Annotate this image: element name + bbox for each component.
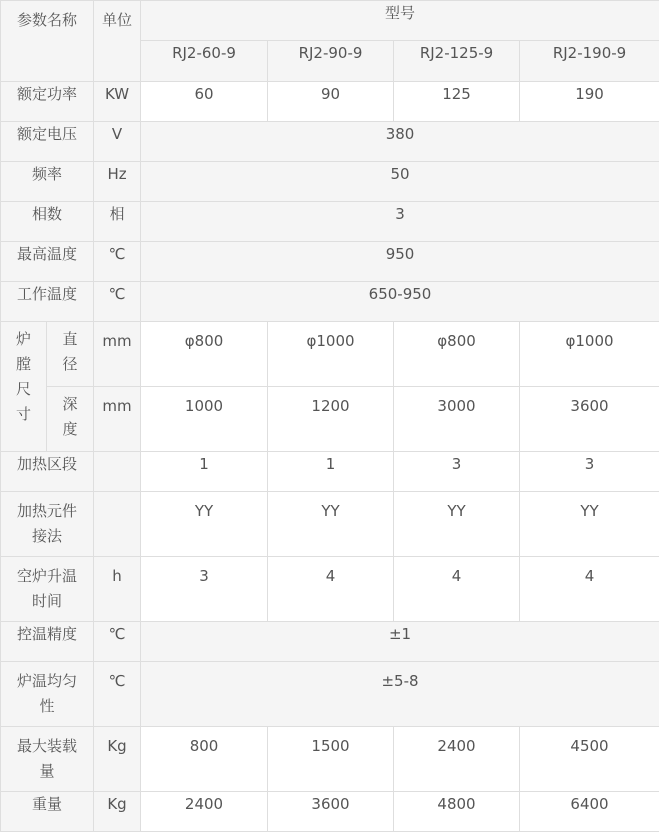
model-4: RJ2-190-9 <box>520 41 659 82</box>
header-model: 型号 <box>141 1 659 41</box>
depth-char: 深 <box>62 395 78 413</box>
param-temp-accuracy: 控温精度 <box>1 622 94 662</box>
chamber-char: 寸 <box>15 405 31 423</box>
value-cell: 1000 <box>141 387 268 452</box>
param-heatup-time <box>1 557 94 622</box>
value-cell: 125 <box>394 82 520 122</box>
model-3: RJ2-125-9 <box>394 41 520 82</box>
value-cell: 4500 <box>520 727 659 792</box>
value-cell: 1200 <box>268 387 394 452</box>
chamber-char: 膛 <box>15 355 31 373</box>
row-weight <box>1 792 659 832</box>
value-phase: 3 <box>141 202 659 242</box>
unit-rated-power: KW <box>94 82 141 122</box>
value-cell: 4 <box>394 557 520 622</box>
value-max-temp: 950 <box>141 242 659 282</box>
value-cell: YY <box>394 492 520 557</box>
value-cell: 6400 <box>520 792 659 832</box>
value-cell: 3 <box>141 557 268 622</box>
depth-char: 度 <box>62 420 78 438</box>
value-cell: 60 <box>141 82 268 122</box>
value-rated-voltage: 380 <box>141 122 659 162</box>
row-element-connection <box>1 492 659 557</box>
unit-element-connection <box>94 492 141 557</box>
param-diameter <box>47 322 94 387</box>
param-element-connection <box>1 492 94 557</box>
param-rated-power: 额定功率 <box>1 82 94 122</box>
value-cell: 3600 <box>520 387 659 452</box>
unit-phase: 相 <box>94 202 141 242</box>
row-chamber-depth <box>1 387 659 452</box>
value-cell: 4800 <box>394 792 520 832</box>
value-cell: YY <box>268 492 394 557</box>
unit-heatup-time: h <box>94 557 141 622</box>
value-cell: 3 <box>520 452 659 492</box>
row-heatup-time <box>1 557 659 622</box>
chamber-char: 尺 <box>15 380 31 398</box>
value-cell: 4 <box>520 557 659 622</box>
row-frequency <box>1 162 659 202</box>
row-chamber-diameter <box>1 322 659 387</box>
value-cell: 3000 <box>394 387 520 452</box>
param-rated-voltage: 额定电压 <box>1 122 94 162</box>
value-cell: φ800 <box>394 322 520 387</box>
row-max-temp <box>1 242 659 282</box>
unit-rated-voltage: V <box>94 122 141 162</box>
row-temp-accuracy <box>1 622 659 662</box>
param-line: 最大装载 <box>17 737 78 755</box>
model-2: RJ2-90-9 <box>268 41 394 82</box>
unit-temp-accuracy: ℃ <box>94 622 141 662</box>
value-cell: φ1000 <box>520 322 659 387</box>
param-work-temp: 工作温度 <box>1 282 94 322</box>
param-line: 加热元件 <box>17 502 78 520</box>
param-line: 时间 <box>32 592 63 610</box>
value-cell: 190 <box>520 82 659 122</box>
param-frequency: 频率 <box>1 162 94 202</box>
value-cell: 1500 <box>268 727 394 792</box>
unit-uniformity: ℃ <box>94 662 141 727</box>
value-cell: 2400 <box>394 727 520 792</box>
param-weight: 重量 <box>1 792 94 832</box>
param-chamber-size <box>1 322 47 452</box>
unit-max-temp: ℃ <box>94 242 141 282</box>
model-1: RJ2-60-9 <box>141 41 268 82</box>
unit-heating-zones <box>94 452 141 492</box>
value-frequency: 50 <box>141 162 659 202</box>
value-uniformity: ±5-8 <box>141 662 659 727</box>
diameter-char: 径 <box>62 355 78 373</box>
row-phase <box>1 202 659 242</box>
value-cell: 4 <box>268 557 394 622</box>
row-rated-voltage <box>1 122 659 162</box>
header-unit: 单位 <box>94 1 141 82</box>
unit-work-temp: ℃ <box>94 282 141 322</box>
param-phase: 相数 <box>1 202 94 242</box>
chamber-char: 炉 <box>15 330 31 348</box>
row-heating-zones <box>1 452 659 492</box>
row-max-load <box>1 727 659 792</box>
param-uniformity <box>1 662 94 727</box>
diameter-char: 直 <box>62 330 78 348</box>
param-line: 空炉升温 <box>17 567 78 585</box>
param-line: 炉温均匀 <box>17 672 78 690</box>
param-line: 量 <box>39 762 55 780</box>
value-cell: 1 <box>268 452 394 492</box>
param-heating-zones: 加热区段 <box>1 452 94 492</box>
unit-depth: mm <box>94 387 141 452</box>
value-cell: 2400 <box>141 792 268 832</box>
value-cell: 3600 <box>268 792 394 832</box>
unit-diameter: mm <box>94 322 141 387</box>
unit-max-load: Kg <box>94 727 141 792</box>
value-cell: φ800 <box>141 322 268 387</box>
header-param-name: 参数名称 <box>1 1 94 82</box>
param-depth <box>47 387 94 452</box>
param-max-load <box>1 727 94 792</box>
value-temp-accuracy: ±1 <box>141 622 659 662</box>
param-line: 性 <box>39 697 55 715</box>
value-cell: φ1000 <box>268 322 394 387</box>
param-max-temp: 最高温度 <box>1 242 94 282</box>
value-cell: YY <box>141 492 268 557</box>
value-cell: 90 <box>268 82 394 122</box>
unit-weight: Kg <box>94 792 141 832</box>
param-line: 接法 <box>32 527 63 545</box>
unit-frequency: Hz <box>94 162 141 202</box>
value-cell: 800 <box>141 727 268 792</box>
value-cell: YY <box>520 492 659 557</box>
row-work-temp <box>1 282 659 322</box>
row-rated-power <box>1 82 659 122</box>
value-work-temp: 650-950 <box>141 282 659 322</box>
row-uniformity <box>1 662 659 727</box>
value-cell: 1 <box>141 452 268 492</box>
value-cell: 3 <box>394 452 520 492</box>
